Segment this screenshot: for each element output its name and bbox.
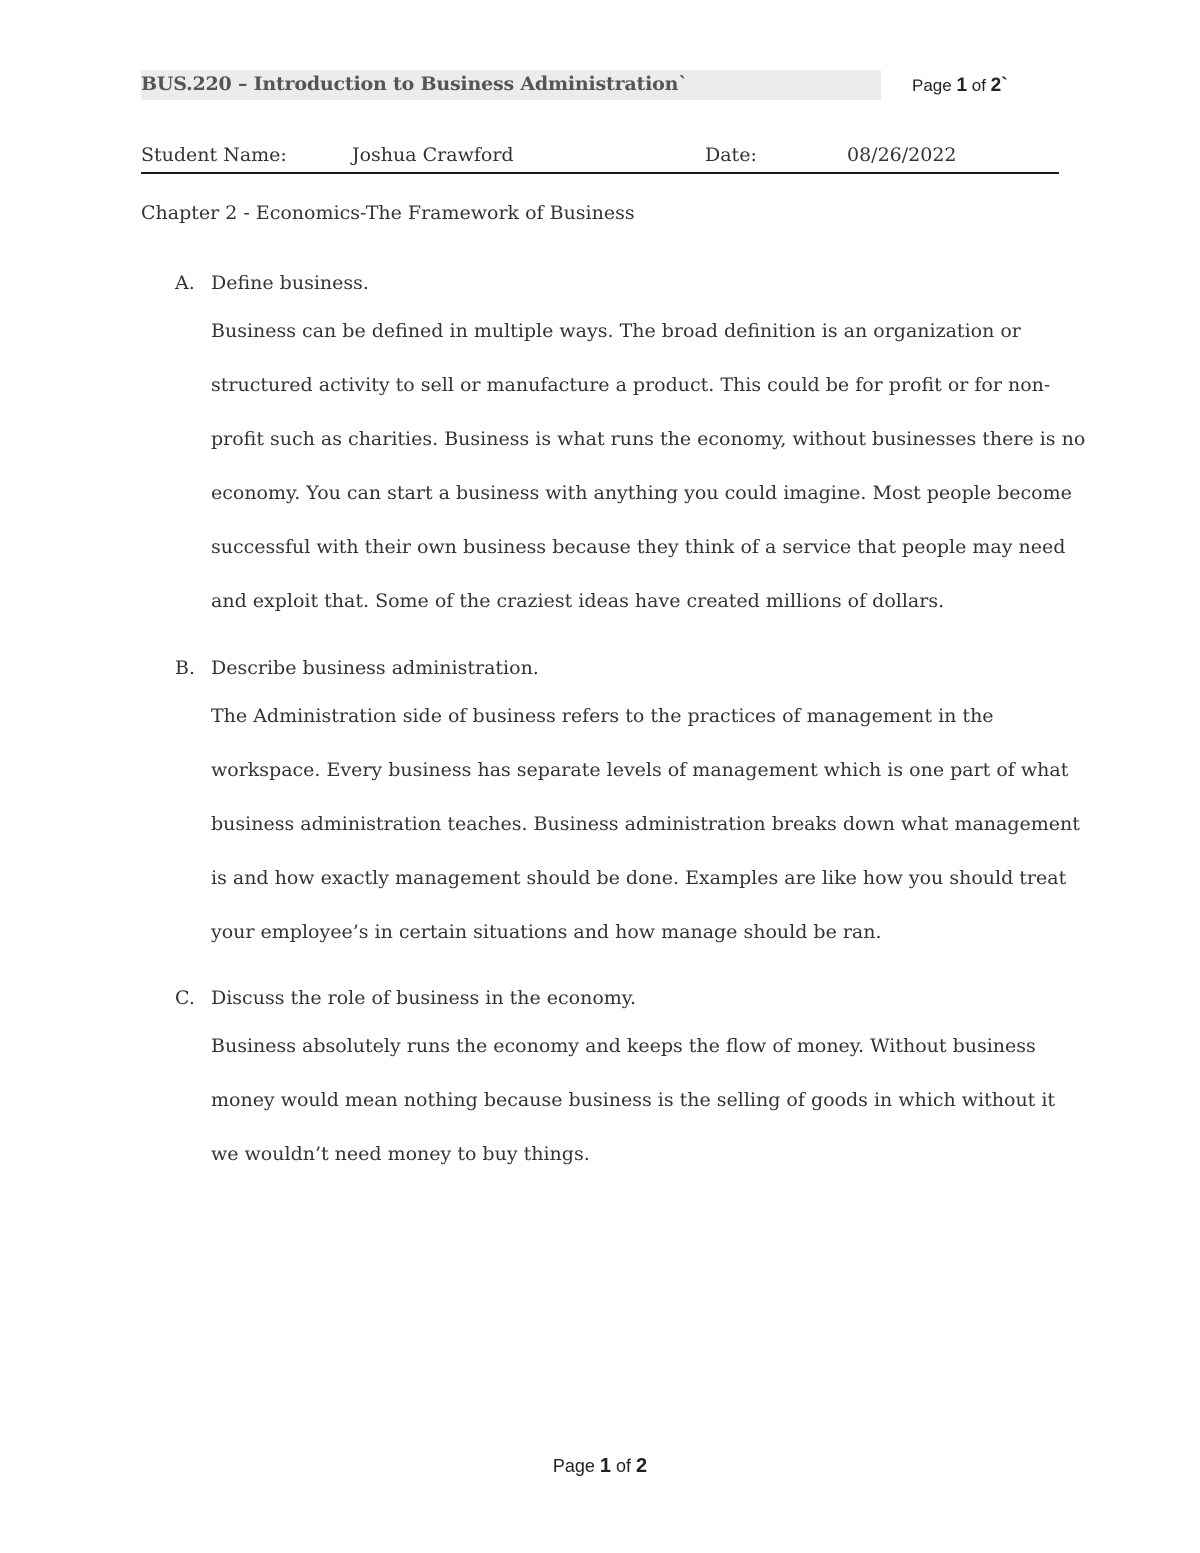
question-section-b: [141, 657, 1080, 959]
answer-line: economy. You can start a business with anything you could imagine. Most people become: [211, 482, 1072, 504]
date-value: 08/26/2022: [847, 144, 957, 166]
answer-line: business administration teaches. Business administration breaks down what management: [211, 813, 1080, 835]
answer-line: is and how exactly management should be done. Examples are like how you should treat: [211, 867, 1067, 889]
question-section-a: [141, 272, 1086, 628]
header-page-current: 1: [956, 75, 968, 96]
footer-page-total: 2: [636, 1455, 648, 1477]
question-section-c: [141, 987, 1071, 1181]
footer-page-of: of: [616, 1456, 632, 1476]
answer-paragraph: [211, 1019, 1071, 1181]
answer-line: profit such as charities. Business is what runs the economy, without businesses there is no: [211, 428, 1086, 450]
date-label: Date:: [705, 144, 757, 166]
student-name-value: Joshua Crawford: [352, 144, 514, 166]
answer-line: money would mean nothing because business is the selling of goods in which without it: [211, 1089, 1056, 1111]
question-row: [141, 657, 1071, 687]
course-title-highlight: [141, 70, 881, 100]
question-letter: B.: [175, 657, 196, 679]
answer-line: we wouldn’t need money to buy things.: [211, 1143, 590, 1165]
page-footer: [0, 1455, 1200, 1478]
footer-page-current: 1: [599, 1455, 611, 1477]
page-header: [141, 70, 1059, 100]
chapter-title: Chapter 2 - Economics-The Framework of Business: [141, 202, 635, 224]
answer-line: and exploit that. Some of the craziest ideas have created millions of dollars.: [211, 590, 945, 612]
footer-page-word: Page: [552, 1456, 595, 1476]
student-name-label: Student Name:: [141, 144, 287, 166]
question-text: Describe business administration.: [211, 657, 539, 679]
course-title: BUS.220 – Introduction to Business Administration`: [141, 73, 688, 95]
student-info-line: [141, 142, 1059, 174]
header-page-word: Page: [912, 76, 952, 95]
answer-paragraph: [211, 304, 1086, 628]
answer-line: The Administration side of business refers to the practices of management in the: [211, 705, 994, 727]
answer-line: Business can be defined in multiple ways. The broad definition is an organization or: [211, 320, 1021, 342]
question-text: Discuss the role of business in the economy.: [211, 987, 637, 1009]
answer-line: Business absolutely runs the economy and keeps the flow of money. Without business: [211, 1035, 1036, 1057]
question-letter: C.: [175, 987, 195, 1009]
question-row: [141, 272, 1071, 302]
answer-line: structured activity to sell or manufacture a product. This could be for profit or for non-: [211, 374, 1051, 396]
answer-line: workspace. Every business has separate levels of management which is one part of what: [211, 759, 1069, 781]
question-letter: A.: [175, 272, 195, 294]
header-page-number: [912, 75, 1008, 97]
header-page-of: of: [971, 76, 986, 95]
answer-paragraph: [211, 689, 1080, 959]
answer-line: successful with their own business because they think of a service that people may need: [211, 536, 1066, 558]
answer-line: your employee’s in certain situations and how manage should be ran.: [211, 921, 882, 943]
question-text: Define business.: [211, 272, 369, 294]
header-page-total: 2`: [990, 75, 1008, 96]
question-row: [141, 987, 1071, 1017]
